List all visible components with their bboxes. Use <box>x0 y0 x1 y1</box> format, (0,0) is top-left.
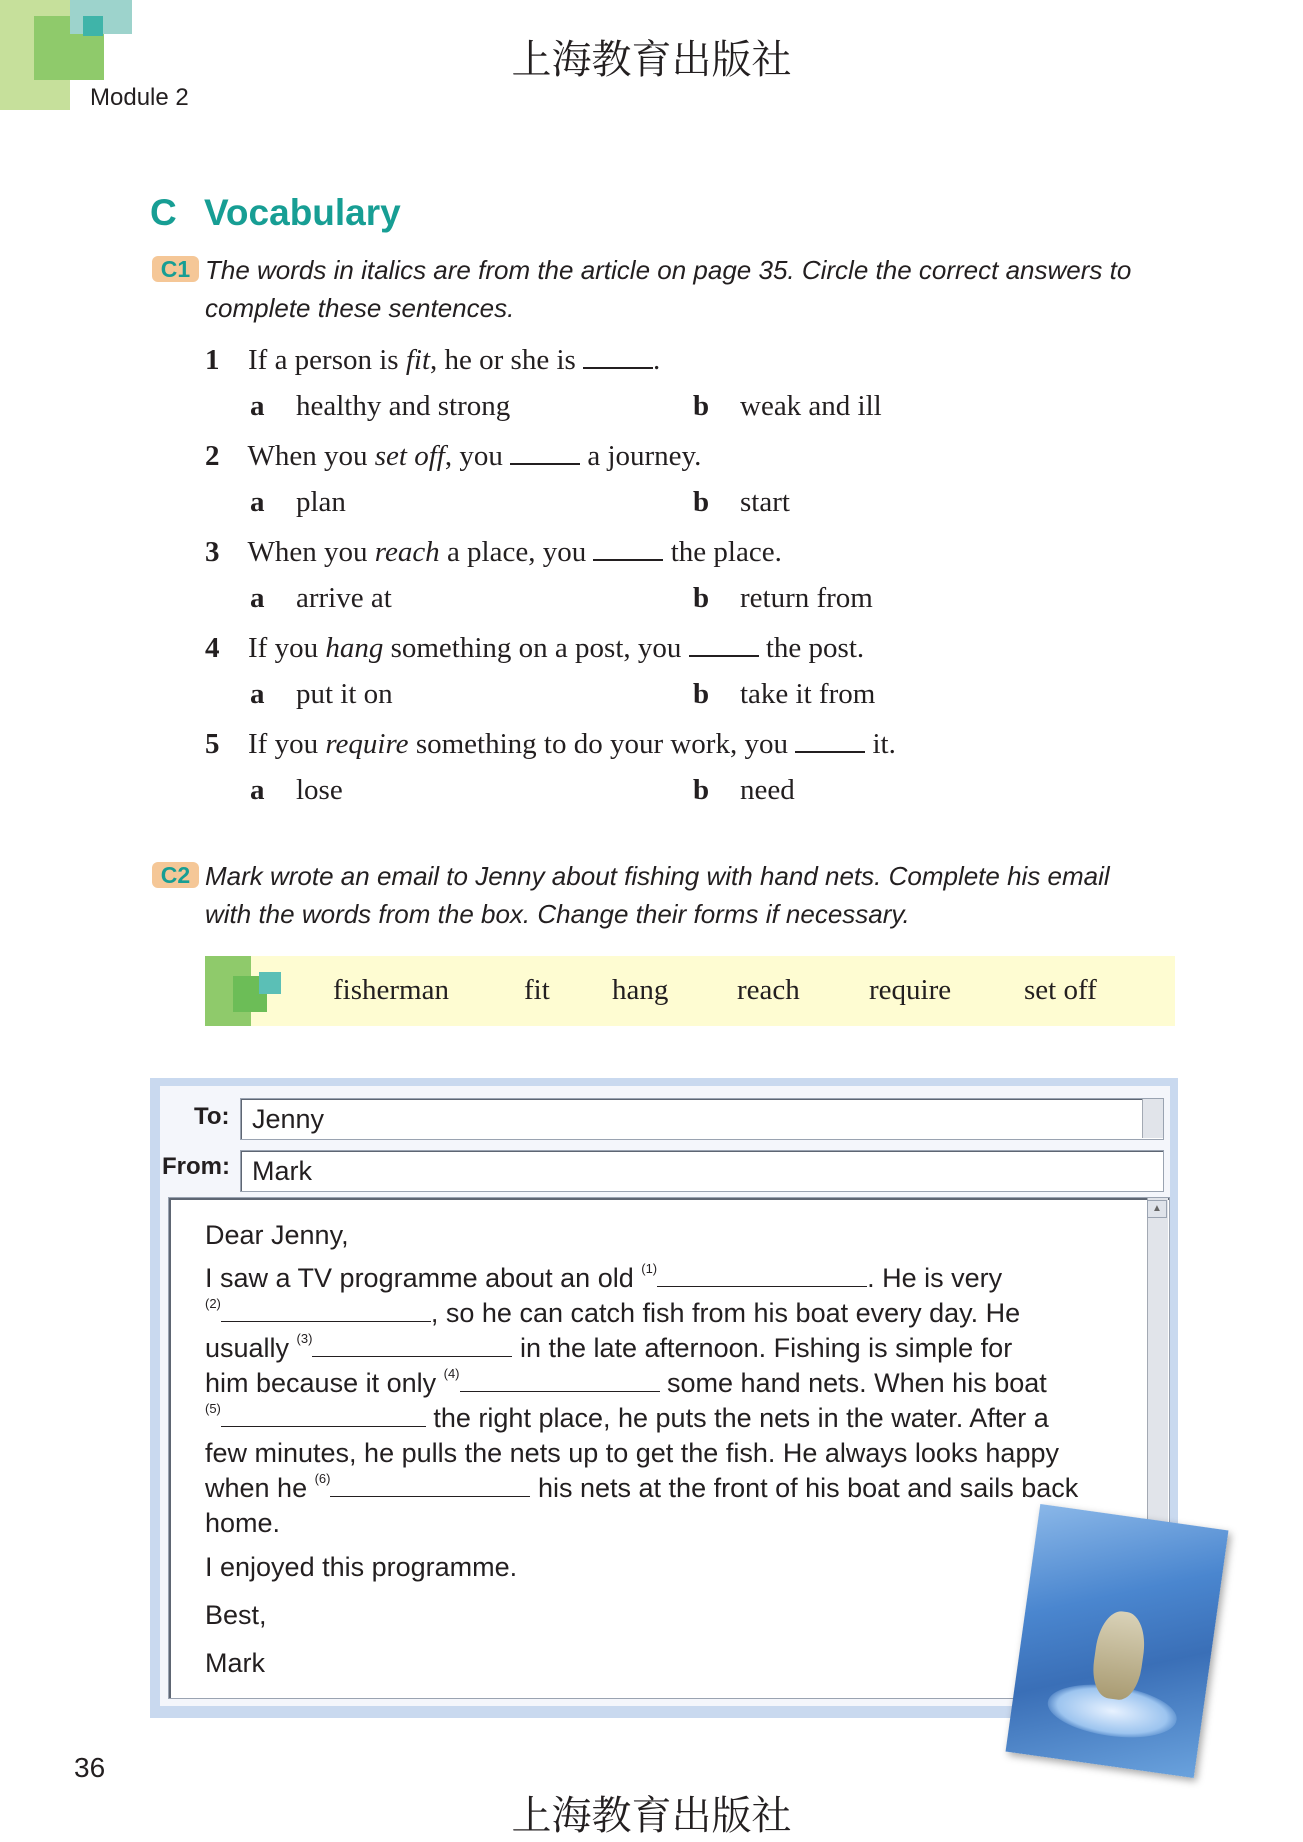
email-text: him because it only <box>205 1368 444 1398</box>
question-keyword: hang <box>325 632 384 664</box>
question-text: a place, you <box>439 536 587 568</box>
answer-blank[interactable] <box>583 347 653 369</box>
word-box-item: require <box>869 974 952 1006</box>
to-value: Jenny <box>252 1104 325 1134</box>
option-a-label: a <box>250 774 265 806</box>
question-text: it. <box>865 728 896 760</box>
to-field[interactable] <box>240 1098 1164 1140</box>
answer-blank[interactable] <box>330 1474 530 1497</box>
option-b-label: b <box>693 678 710 710</box>
answer-blank[interactable] <box>689 635 759 657</box>
answer-blank[interactable] <box>312 1334 512 1357</box>
email-text: , so he can catch fish from his boat every day. He <box>430 1298 1021 1328</box>
email-text: his nets at the front of his boat and sails back <box>530 1473 1079 1503</box>
question-keyword: fit <box>405 344 431 376</box>
email-line <box>205 1333 1012 1364</box>
blank-number: (3) <box>296 1331 313 1346</box>
question-text: When you <box>247 440 375 472</box>
email-greeting: Dear Jenny, <box>205 1220 349 1250</box>
scroll-up-icon[interactable]: ▲ <box>1147 1200 1167 1218</box>
option-a[interactable]: lose <box>296 774 343 806</box>
question-number: 3 <box>205 536 220 568</box>
answer-blank[interactable] <box>593 539 663 561</box>
module-label: Module 2 <box>90 84 189 111</box>
question-text: When you <box>247 536 375 568</box>
c2-instruction-line: Mark wrote an email to Jenny about fishing with hand nets. Complete his email <box>205 861 1110 891</box>
question-text: If a person is <box>248 344 406 376</box>
question-number: 2 <box>205 440 220 472</box>
option-a-label: a <box>250 390 265 422</box>
email-closing: Best, <box>205 1600 267 1630</box>
to-label: To: <box>194 1103 230 1130</box>
from-label: From: <box>162 1153 230 1180</box>
email-signature: Mark <box>205 1648 265 1678</box>
fish-image <box>1089 1609 1149 1703</box>
word-box-item: hang <box>612 974 669 1006</box>
question-2 <box>205 440 701 473</box>
option-a-label: a <box>250 486 265 518</box>
c1-badge: C1 <box>152 256 199 282</box>
c2-badge: C2 <box>152 862 199 888</box>
option-b[interactable]: start <box>740 486 790 518</box>
answer-blank[interactable] <box>221 1299 431 1322</box>
question-text: something on a post, you <box>383 632 682 664</box>
answer-blank[interactable] <box>221 1404 426 1427</box>
to-field-scrollbar[interactable] <box>1142 1099 1163 1138</box>
question-text: something to do your work, you <box>408 728 788 760</box>
word-box-item: fisherman <box>333 974 449 1006</box>
blank-number: (6) <box>314 1471 331 1486</box>
question-text: If you <box>248 728 326 760</box>
c1-instruction-line: complete these sentences. <box>205 293 515 323</box>
question-keyword: set off <box>374 440 445 472</box>
section-letter: C <box>150 192 177 233</box>
option-a[interactable]: arrive at <box>296 582 392 614</box>
option-b[interactable]: need <box>740 774 795 806</box>
answer-blank[interactable] <box>460 1369 660 1392</box>
blank-number: (5) <box>205 1401 221 1416</box>
option-b[interactable]: take it from <box>740 678 876 710</box>
question-number: 4 <box>205 632 220 664</box>
email-text: when he <box>205 1473 315 1503</box>
option-a[interactable]: plan <box>296 486 346 518</box>
question-text: the place. <box>663 536 782 568</box>
question-number: 1 <box>205 344 220 376</box>
answer-blank[interactable] <box>657 1264 867 1287</box>
question-text: . <box>653 344 661 376</box>
email-line <box>205 1473 1078 1504</box>
word-box-item: fit <box>524 974 550 1006</box>
email-text: . He is very <box>867 1263 1003 1293</box>
question-number: 5 <box>205 728 220 760</box>
email-line <box>205 1403 1049 1434</box>
email-text: usually <box>205 1333 297 1363</box>
word-box-decoration <box>259 972 281 994</box>
question-3 <box>205 536 782 569</box>
answer-blank[interactable] <box>795 731 865 753</box>
option-a-label: a <box>250 678 265 710</box>
question-text: the post. <box>758 632 865 664</box>
question-text: a journey. <box>580 440 702 472</box>
question-keyword: reach <box>374 536 440 568</box>
email-text: in the late afternoon. Fishing is simple for <box>512 1333 1013 1363</box>
question-keyword: require <box>325 728 409 760</box>
answer-blank[interactable] <box>510 443 580 465</box>
option-b[interactable]: return from <box>740 582 873 614</box>
question-5 <box>205 728 896 761</box>
question-4 <box>205 632 864 665</box>
email-text: some hand nets. When his boat <box>659 1368 1047 1398</box>
blank-number: (1) <box>641 1261 658 1276</box>
email-line: I enjoyed this programme. <box>205 1552 518 1582</box>
blank-number: (4) <box>443 1366 460 1381</box>
option-a[interactable]: healthy and strong <box>296 390 511 422</box>
email-line <box>205 1368 1047 1399</box>
publisher-watermark-top: 上海教育出版社 <box>511 37 792 83</box>
c1-instruction-line: The words in italics are from the article on page 35. Circle the correct answers to <box>205 255 1132 285</box>
from-field[interactable] <box>240 1150 1164 1192</box>
email-line: few minutes, he pulls the nets up to get the fish. He always looks happy <box>205 1438 1059 1468</box>
email-text: the right place, he puts the nets in the water. After a <box>425 1403 1049 1433</box>
word-box-item: reach <box>737 974 800 1006</box>
option-b-label: b <box>693 582 710 614</box>
option-a-label: a <box>250 582 265 614</box>
from-value: Mark <box>252 1156 312 1186</box>
c1-instruction <box>205 251 1165 327</box>
email-text: I saw a TV programme about an old <box>205 1263 642 1293</box>
blank-number: (2) <box>205 1296 221 1311</box>
question-1 <box>205 344 660 377</box>
question-text: , he or she is <box>430 344 576 376</box>
email-line: home. <box>205 1508 281 1538</box>
option-b[interactable]: weak and ill <box>740 390 882 422</box>
c2-instruction-line: with the words from the box. Change their forms if necessary. <box>205 899 910 929</box>
publisher-watermark-bottom: 上海教育出版社 <box>511 1793 792 1839</box>
email-line <box>205 1298 1020 1329</box>
option-b-label: b <box>693 774 710 806</box>
page-number: 36 <box>74 1752 106 1783</box>
option-b-label: b <box>693 486 710 518</box>
word-box-item: set off <box>1024 974 1097 1006</box>
option-a[interactable]: put it on <box>296 678 393 710</box>
option-b-label: b <box>693 390 710 422</box>
fish-photo <box>1006 1504 1229 1778</box>
email-line <box>205 1263 1002 1294</box>
question-text: , you <box>444 440 503 472</box>
question-text: If you <box>248 632 326 664</box>
section-title: Vocabulary <box>204 192 401 233</box>
c2-instruction <box>205 857 1165 933</box>
